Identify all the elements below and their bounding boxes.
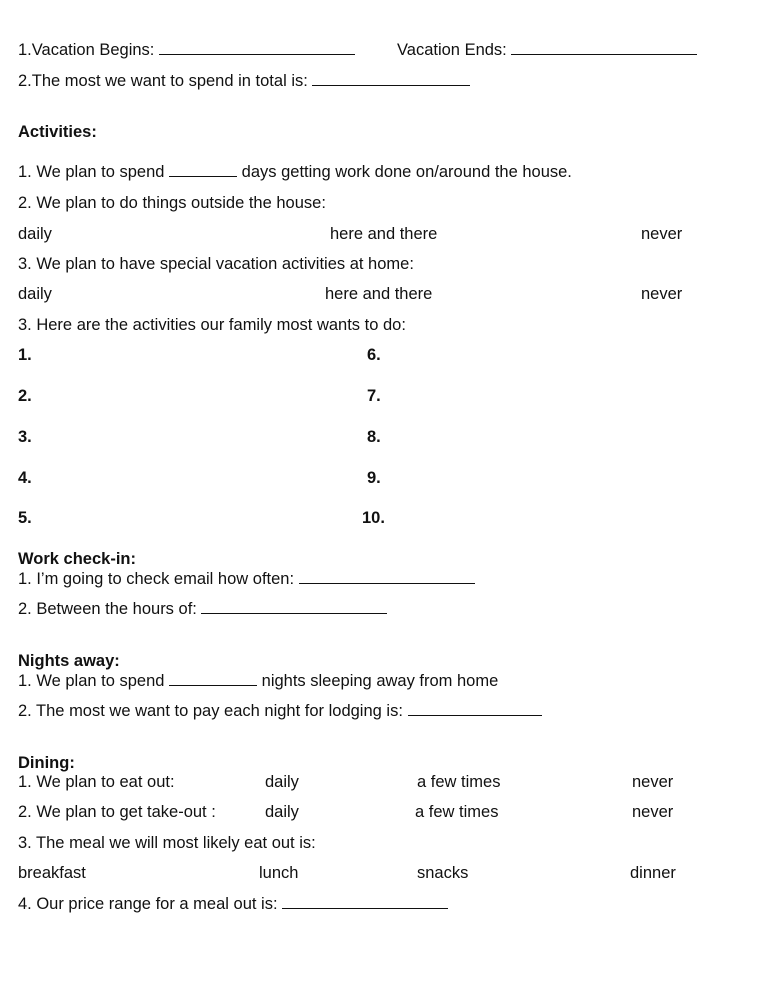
- work-q2-label: 2. Between the hours of:: [18, 600, 197, 618]
- vacation-begins-blank[interactable]: [159, 40, 355, 55]
- eat-out-option-few-times[interactable]: a few times: [417, 773, 501, 791]
- activities-heading: Activities:: [18, 123, 97, 141]
- vacation-ends-label: Vacation Ends:: [397, 41, 507, 59]
- activity-number: 3.: [18, 428, 32, 446]
- activities-q2: 2. We plan to do things outside the house:: [18, 194, 326, 212]
- activity-number: 8.: [367, 428, 381, 446]
- meal-option-snacks[interactable]: snacks: [417, 864, 469, 882]
- takeout-option-few-times[interactable]: a few times: [415, 803, 499, 821]
- activities-q3: 3. We plan to have special vacation activities at home:: [18, 255, 414, 273]
- email-frequency-blank[interactable]: [299, 569, 475, 584]
- nights-heading: Nights away:: [18, 652, 120, 670]
- dining-q2: 2. We plan to get take-out :: [18, 803, 216, 821]
- budget-blank[interactable]: [312, 71, 470, 86]
- nights-q1-after: nights sleeping away from home: [261, 672, 499, 690]
- eat-out-option-daily[interactable]: daily: [265, 773, 299, 791]
- nights-q2-label: 2. The most we want to pay each night for lodging is:: [18, 702, 403, 720]
- budget-label: 2.The most we want to spend in total is:: [18, 72, 308, 90]
- nights-q1-before: 1. We plan to spend: [18, 672, 165, 690]
- dining-q4-row: [18, 894, 448, 914]
- q2-option-never[interactable]: never: [641, 225, 683, 243]
- activity-number: 7.: [367, 387, 381, 405]
- house-days-blank[interactable]: [169, 162, 237, 177]
- dining-q1: 1. We plan to eat out:: [18, 773, 175, 791]
- activities-q1-row: [18, 162, 572, 182]
- q3-option-never[interactable]: never: [641, 285, 683, 303]
- meal-option-dinner[interactable]: dinner: [630, 864, 676, 882]
- q3-option-here-and-there[interactable]: here and there: [325, 285, 433, 303]
- activities-q1-before: 1. We plan to spend: [18, 163, 165, 181]
- activity-number: 2.: [18, 387, 32, 405]
- q3-option-daily[interactable]: daily: [18, 285, 52, 303]
- vacation-begins-label: 1.Vacation Begins:: [18, 41, 155, 59]
- dining-q4-label: 4. Our price range for a meal out is:: [18, 895, 278, 913]
- activity-number: 10.: [362, 509, 385, 527]
- takeout-option-daily[interactable]: daily: [265, 803, 299, 821]
- budget-row: [18, 71, 470, 91]
- activities-q1-after: days getting work done on/around the house.: [241, 163, 572, 181]
- meal-option-breakfast[interactable]: breakfast: [18, 864, 86, 882]
- nights-q1-row: [18, 671, 498, 691]
- meal-price-blank[interactable]: [282, 894, 448, 909]
- nights-q2-row: [18, 701, 542, 721]
- activity-number: 1.: [18, 346, 32, 364]
- vacation-ends-row: [397, 40, 697, 60]
- dining-heading: Dining:: [18, 754, 75, 772]
- lodging-price-blank[interactable]: [408, 701, 542, 716]
- activity-number: 4.: [18, 469, 32, 487]
- activities-q4: 3. Here are the activities our family most wants to do:: [18, 316, 406, 334]
- activity-number: 5.: [18, 509, 32, 527]
- activity-number: 9.: [367, 469, 381, 487]
- q2-option-daily[interactable]: daily: [18, 225, 52, 243]
- vacation-ends-blank[interactable]: [511, 40, 697, 55]
- work-q1-label: 1. I’m going to check email how often:: [18, 570, 295, 588]
- meal-option-lunch[interactable]: lunch: [259, 864, 299, 882]
- vacation-begins-row: [18, 40, 355, 60]
- work-q1-row: [18, 569, 475, 589]
- work-heading: Work check-in:: [18, 550, 136, 568]
- work-hours-blank[interactable]: [201, 599, 387, 614]
- dining-q3: 3. The meal we will most likely eat out is:: [18, 834, 316, 852]
- nights-count-blank[interactable]: [169, 671, 257, 686]
- work-q2-row: [18, 599, 387, 619]
- q2-option-here-and-there[interactable]: here and there: [330, 225, 438, 243]
- takeout-option-never[interactable]: never: [632, 803, 674, 821]
- activity-number: 6.: [367, 346, 381, 364]
- eat-out-option-never[interactable]: never: [632, 773, 674, 791]
